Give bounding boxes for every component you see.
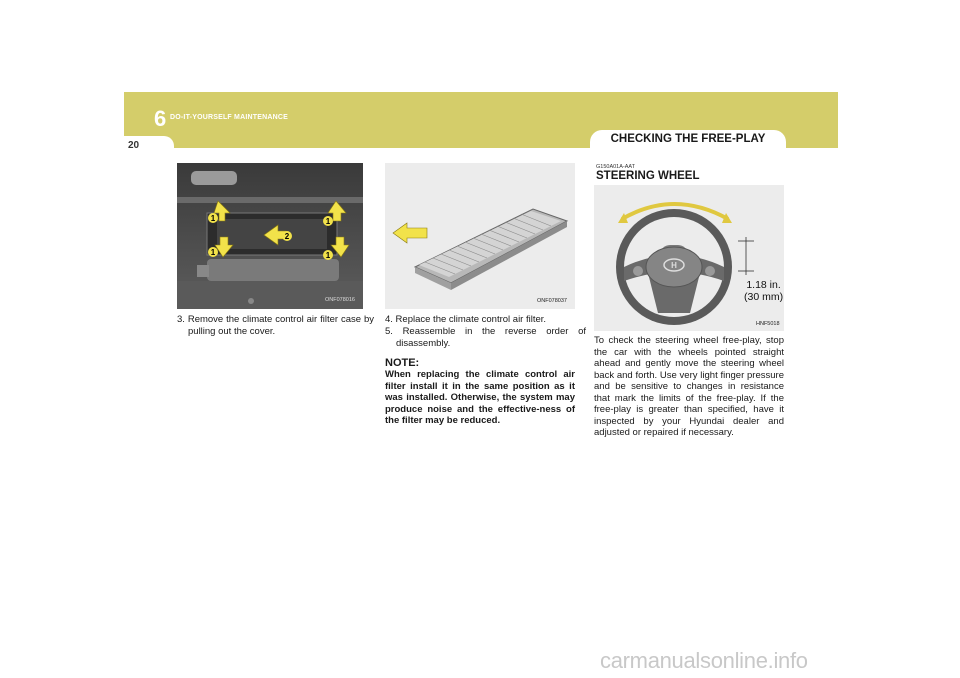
page-number: 20 bbox=[128, 140, 140, 151]
filter-housing-illustration bbox=[177, 163, 363, 309]
chapter-number: 6 bbox=[154, 106, 167, 131]
step-4: 4. Replace the climate control air filter. bbox=[385, 314, 547, 325]
steering-wheel-figure bbox=[594, 185, 784, 331]
measure-mm: (30 mm) bbox=[744, 291, 784, 303]
step-5: 5. Reassemble in the reverse order of disassembly. bbox=[385, 326, 586, 349]
filter-housing-photo bbox=[177, 163, 363, 309]
hyundai-logo-icon: H bbox=[671, 261, 677, 270]
ref-code: G150A01A-AAT bbox=[596, 164, 636, 170]
footer-watermark: carmanualsonline.info bbox=[600, 648, 808, 673]
callout-1d: 1 bbox=[325, 251, 331, 260]
callout-1b: 1 bbox=[210, 248, 216, 257]
callout-2: 2 bbox=[284, 232, 290, 241]
figure2-code: ONF078037 bbox=[537, 298, 567, 304]
steering-body-text: To check the steering wheel free-play, stop the car with the wheels pointed straight ahead and gently move the steering wheel back and forth. Use very light finger pressure and be sensitive to changes in resistance that mark the limits of the free-play. If the free-play is greater than specified, have it inspected by your Hyundai dealer and adjusted or repaired if necessary. bbox=[594, 335, 784, 438]
section-title: CHECKING THE FREE-PLAY bbox=[610, 133, 766, 145]
callout-1a: 1 bbox=[210, 214, 216, 223]
air-filter-illustration bbox=[385, 163, 575, 309]
note-heading: NOTE: bbox=[385, 357, 420, 369]
figure3-code: HNF5018 bbox=[756, 321, 780, 327]
steering-wheel-heading: STEERING WHEEL bbox=[596, 170, 700, 182]
note-text: When replacing the climate control air filter install it in the same position as it was installed. Otherwise, the system may produce noise and the effective-ness of the filter may be reduced. bbox=[385, 369, 575, 426]
callout-1c: 1 bbox=[325, 217, 331, 226]
step-3: 3. Remove the climate control air filter case by pulling out the cover. bbox=[177, 314, 374, 337]
measure-inches: 1.18 in. bbox=[746, 279, 781, 291]
figure1-code: ONF078016 bbox=[325, 297, 355, 303]
air-filter-photo bbox=[385, 163, 575, 309]
steering-wheel-illustration bbox=[594, 185, 784, 331]
chapter-title: DO-IT-YOURSELF MAINTENANCE bbox=[170, 114, 288, 121]
